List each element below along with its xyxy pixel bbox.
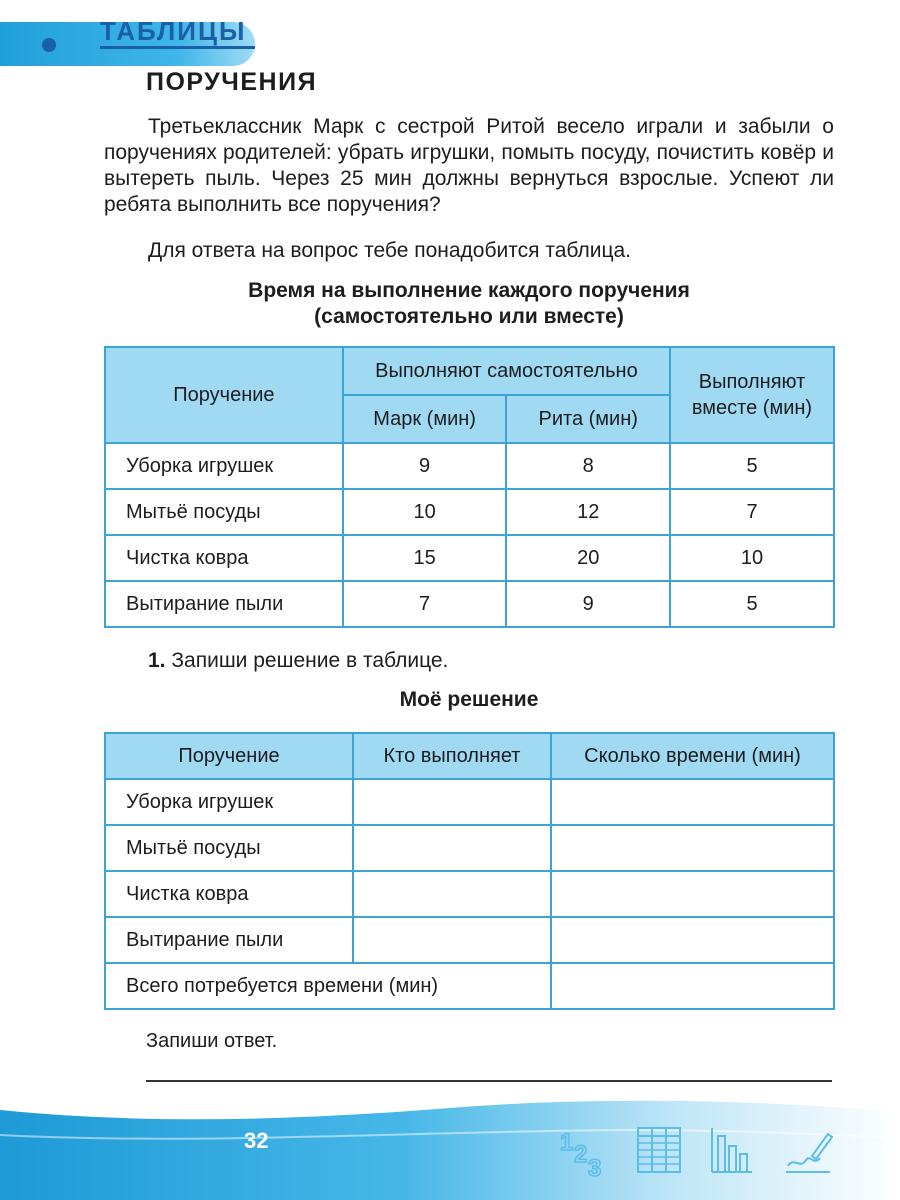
task-number: 1. — [148, 649, 166, 672]
who-input-cell[interactable] — [353, 917, 551, 963]
total-time-input-cell[interactable] — [551, 963, 834, 1009]
intro-paragraph: Третьеклассник Марк с сестрой Ритой весело играли и забыли о поручениях родителей: убрать игрушки, помыть посуду, почистить ковёр и вытереть пыль. Через 25 мин должны вернуться взрослые. Успеют ли ребята выполнить все поручения? — [104, 115, 834, 216]
t1-cell-rita: 9 — [506, 581, 670, 627]
table-icon — [636, 1126, 682, 1174]
t1-cell-task: Чистка ковра — [105, 535, 343, 581]
header-underline — [100, 46, 255, 49]
time-input-cell[interactable] — [551, 871, 834, 917]
t2-total-label: Всего потребуется времени (мин) — [105, 963, 551, 1009]
t2-cell-task: Чистка ковра — [105, 871, 353, 917]
solution-title: Моё решение — [399, 688, 539, 711]
table-row — [105, 489, 834, 535]
t1-cell-mark: 10 — [343, 489, 507, 535]
table-row — [105, 825, 834, 871]
table-row — [105, 443, 834, 489]
t2-cell-task: Мытьё посуды — [105, 825, 353, 871]
task-text: Запиши решение в таблице. — [171, 649, 449, 672]
t1-cell-mark: 9 — [343, 443, 507, 489]
t1-cell-rita: 8 — [506, 443, 670, 489]
svg-text:3: 3 — [588, 1155, 602, 1182]
t1-cell-rita: 20 — [506, 535, 670, 581]
solution-table — [104, 732, 835, 1010]
time-input-cell[interactable] — [551, 779, 834, 825]
t1-cell-together: 5 — [670, 581, 834, 627]
t1-head-alone: Выполняют самостоятельно — [343, 347, 670, 395]
table-row — [105, 535, 834, 581]
who-input-cell[interactable] — [353, 825, 551, 871]
table1-caption — [104, 278, 834, 330]
t2-cell-task: Вытирание пыли — [105, 917, 353, 963]
t1-cell-task: Вытирание пыли — [105, 581, 343, 627]
footer-wave — [0, 1090, 900, 1200]
t1-head-mark: Марк (мин) — [343, 395, 507, 443]
table-row-total — [105, 963, 834, 1009]
section-title: ПОРУЧЕНИЯ — [146, 68, 318, 96]
table1-caption-line1: Время на выполнение каждого поручения — [248, 279, 690, 302]
who-input-cell[interactable] — [353, 871, 551, 917]
time-input-cell[interactable] — [551, 825, 834, 871]
bar-chart-icon — [708, 1126, 754, 1174]
t2-head-task: Поручение — [105, 733, 353, 779]
header-title: ТАБЛИЦЫ — [100, 16, 247, 46]
t1-head-task: Поручение — [105, 347, 343, 443]
svg-text:1: 1 — [560, 1129, 574, 1156]
t1-cell-rita: 12 — [506, 489, 670, 535]
numbers-123-icon — [558, 1126, 608, 1182]
t1-cell-mark: 7 — [343, 581, 507, 627]
answer-line[interactable] — [146, 1080, 832, 1082]
t2-cell-task: Уборка игрушек — [105, 779, 353, 825]
page-number: 32 — [244, 1128, 269, 1153]
t1-cell-task: Уборка игрушек — [105, 443, 343, 489]
t2-head-time: Сколько времени (мин) — [551, 733, 834, 779]
t1-cell-together: 5 — [670, 443, 834, 489]
t1-cell-task: Мытьё посуды — [105, 489, 343, 535]
t1-cell-together: 10 — [670, 535, 834, 581]
intro-paragraph-2: Для ответа на вопрос тебе понадобится таблица. — [148, 239, 631, 262]
table-row — [105, 581, 834, 627]
t1-cell-mark: 15 — [343, 535, 507, 581]
t1-head-together: Выполняют вместе (мин) — [670, 347, 834, 443]
t1-head-rita: Рита (мин) — [506, 395, 670, 443]
table-row — [105, 871, 834, 917]
who-input-cell[interactable] — [353, 779, 551, 825]
time-table — [104, 346, 835, 628]
table1-caption-line2: (самостоятельно или вместе) — [314, 305, 624, 328]
header-dot-icon — [42, 38, 56, 52]
pencil-writing-icon — [784, 1126, 834, 1174]
task-1 — [148, 649, 448, 673]
t1-cell-together: 7 — [670, 489, 834, 535]
t2-head-who: Кто выполняет — [353, 733, 551, 779]
answer-label: Запиши ответ. — [146, 1030, 278, 1052]
table-row — [105, 779, 834, 825]
svg-text:2: 2 — [574, 1141, 588, 1168]
time-input-cell[interactable] — [551, 917, 834, 963]
table-row — [105, 917, 834, 963]
